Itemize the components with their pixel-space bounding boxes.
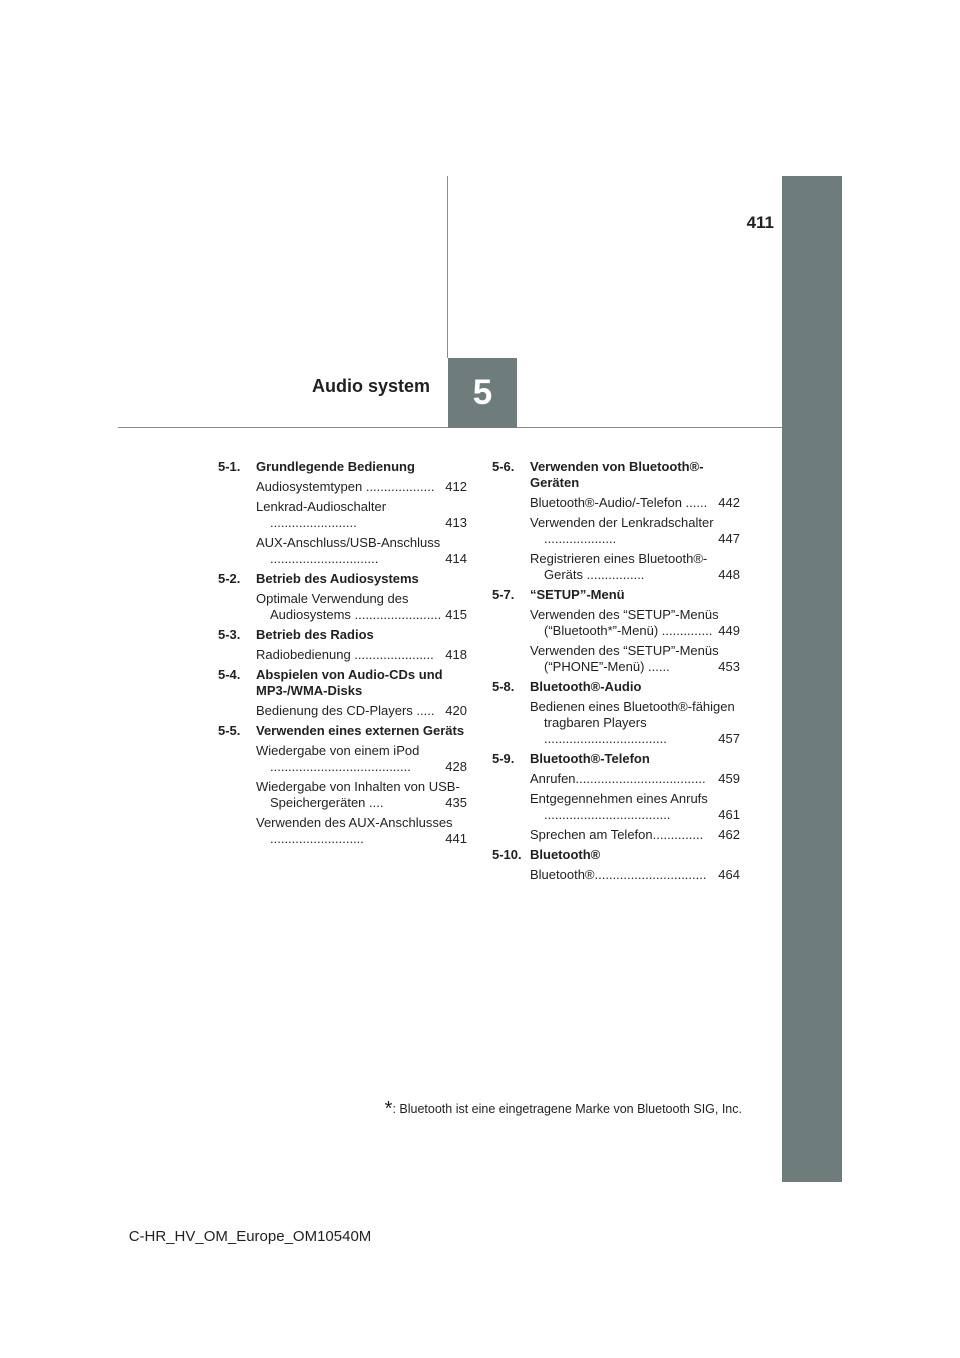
toc-section <box>492 751 740 767</box>
toc-entry-page: 413 <box>445 515 467 530</box>
toc-entry-text: Verwenden des AUX-Anschlusses .......................... <box>256 815 453 846</box>
toc-entry[interactable] <box>492 643 740 675</box>
toc-entry-text: Bluetooth®............................... <box>530 867 707 882</box>
toc-entry-page: 415 <box>445 607 467 622</box>
toc-entry-page: 461 <box>718 807 740 822</box>
toc-entry[interactable] <box>218 499 467 531</box>
page-number: 411 <box>746 213 774 232</box>
footnote-text: : Bluetooth ist eine eingetragene Marke von Bluetooth SIG, Inc. <box>392 1102 742 1116</box>
toc-entry-page: 428 <box>445 759 467 774</box>
toc-entry-page: 441 <box>445 831 467 846</box>
toc-entry[interactable] <box>492 699 740 747</box>
toc-entry-page: 462 <box>718 827 740 842</box>
toc-entry[interactable] <box>492 827 740 843</box>
toc-section-title[interactable]: Verwenden eines externen Geräts <box>256 723 465 738</box>
chapter-title: Audio system <box>311 376 430 396</box>
toc-section-number: 5-1. <box>218 459 241 474</box>
toc-entry-page: 448 <box>718 567 740 582</box>
footnote <box>348 1098 742 1121</box>
toc-entry[interactable] <box>492 771 740 787</box>
toc-section-title[interactable]: Abspielen von Audio-CDs und MP3-/WMA-Disks <box>256 667 443 698</box>
toc-section-title[interactable]: Betrieb des Audiosystems <box>256 571 419 586</box>
toc-entry-page: 414 <box>445 551 467 566</box>
toc-entry[interactable] <box>218 479 467 495</box>
footer-document-code: C-HR_HV_OM_Europe_OM10540M <box>128 1228 372 1245</box>
toc-entry-text: Verwenden des “SETUP”-Menüs (“PHONE”-Menü) ...... <box>530 643 719 674</box>
toc-section-number: 5-3. <box>218 627 241 642</box>
toc-entry-text: Wiedergabe von einem iPod ....................................... <box>256 743 420 774</box>
toc-entry-page: 420 <box>445 703 467 718</box>
chapter-side-tab <box>782 176 842 1182</box>
toc-section-number: 5-9. <box>492 751 515 766</box>
toc-entry-page: 447 <box>718 531 740 546</box>
toc-section <box>218 723 467 739</box>
toc-entry[interactable] <box>492 515 740 547</box>
toc-section <box>218 571 467 587</box>
toc-entry-text: Optimale Verwendung des Audiosystems ........................ <box>256 591 442 622</box>
toc-section-number: 5-5. <box>218 723 241 738</box>
toc-entry-page: 459 <box>718 771 740 786</box>
toc-entry[interactable] <box>218 591 467 623</box>
toc-entry-page: 435 <box>445 795 467 810</box>
toc-section <box>218 459 467 475</box>
toc-entry[interactable] <box>492 607 740 639</box>
toc-section <box>218 627 467 643</box>
toc-entry-text: Lenkrad-Audioschalter ........................ <box>256 499 387 530</box>
toc-entry[interactable] <box>218 647 467 663</box>
toc-entry[interactable] <box>218 815 467 847</box>
header-vertical-rule <box>447 176 448 358</box>
toc-section-title[interactable]: “SETUP”-Menü <box>530 587 625 602</box>
toc-section-number: 5-2. <box>218 571 241 586</box>
toc-section-title[interactable]: Verwenden von Bluetooth®-Geräten <box>530 459 704 490</box>
toc-entry-page: 412 <box>445 479 467 494</box>
toc-entry-text: Anrufen.................................... <box>530 771 706 786</box>
toc-entry-text: Bedienen eines Bluetooth®-fähigen tragbaren Players .................................. <box>530 699 735 746</box>
toc-section <box>492 587 740 603</box>
toc-section-title[interactable]: Bluetooth®-Audio <box>530 679 642 694</box>
toc-entry-text: Radiobedienung ...................... <box>256 647 434 662</box>
toc-entry[interactable] <box>492 867 740 883</box>
toc-entry[interactable] <box>492 495 740 511</box>
toc-entry-text: Bedienung des CD-Players ..... <box>256 703 435 718</box>
toc-section-number: 5-8. <box>492 679 515 694</box>
toc-entry-page: 418 <box>445 647 467 662</box>
toc-entry-text: Audiosystemtypen ................... <box>256 479 435 494</box>
toc-entry-page: 449 <box>718 623 740 638</box>
toc-section <box>492 679 740 695</box>
toc-section <box>492 847 740 863</box>
toc-entry-page: 464 <box>718 867 740 882</box>
toc-entry[interactable] <box>492 791 740 823</box>
toc-entry-text: Bluetooth®-Audio/-Telefon ...... <box>530 495 708 510</box>
toc-entry-page: 457 <box>718 731 740 746</box>
chapter-number: 5 <box>472 373 493 412</box>
footnote-marker: * <box>384 1098 393 1120</box>
toc-section-number: 5-6. <box>492 459 515 474</box>
toc-entry-text: Verwenden der Lenkradschalter .................... <box>530 515 714 546</box>
toc-entry-page: 453 <box>718 659 740 674</box>
toc-section-title[interactable]: Betrieb des Radios <box>256 627 374 642</box>
toc-right-column <box>492 459 740 887</box>
toc-entry[interactable] <box>492 551 740 583</box>
toc-section-number: 5-10. <box>492 847 522 862</box>
toc-left-column <box>218 459 467 851</box>
toc-entry[interactable] <box>218 743 467 775</box>
toc-section-title[interactable]: Bluetooth®-Telefon <box>530 751 650 766</box>
toc-section-title[interactable]: Bluetooth® <box>530 847 601 862</box>
toc-section <box>492 459 740 491</box>
toc-entry[interactable] <box>218 703 467 719</box>
toc-section-number: 5-7. <box>492 587 515 602</box>
toc-entry-text: AUX-Anschluss/USB-Anschluss .............................. <box>256 535 441 566</box>
toc-entry-text: Wiedergabe von Inhalten von USB-Speichergeräten .... <box>256 779 460 810</box>
toc-entry-text: Sprechen am Telefon.............. <box>530 827 704 842</box>
toc-section <box>218 667 467 699</box>
toc-entry-text: Registrieren eines Bluetooth®-Geräts ................ <box>530 551 708 582</box>
toc-entry-page: 442 <box>718 495 740 510</box>
toc-entry[interactable] <box>218 535 467 567</box>
toc-section-title[interactable]: Grundlegende Bedienung <box>256 459 415 474</box>
toc-entry[interactable] <box>218 779 467 811</box>
chapter-number-box <box>448 358 517 428</box>
toc-section-number: 5-4. <box>218 667 241 682</box>
toc-entry-text: Verwenden des “SETUP”-Menüs (“Bluetooth*”-Menü) .............. <box>530 607 719 638</box>
toc-entry-text: Entgegennehmen eines Anrufs ................................... <box>530 791 708 822</box>
